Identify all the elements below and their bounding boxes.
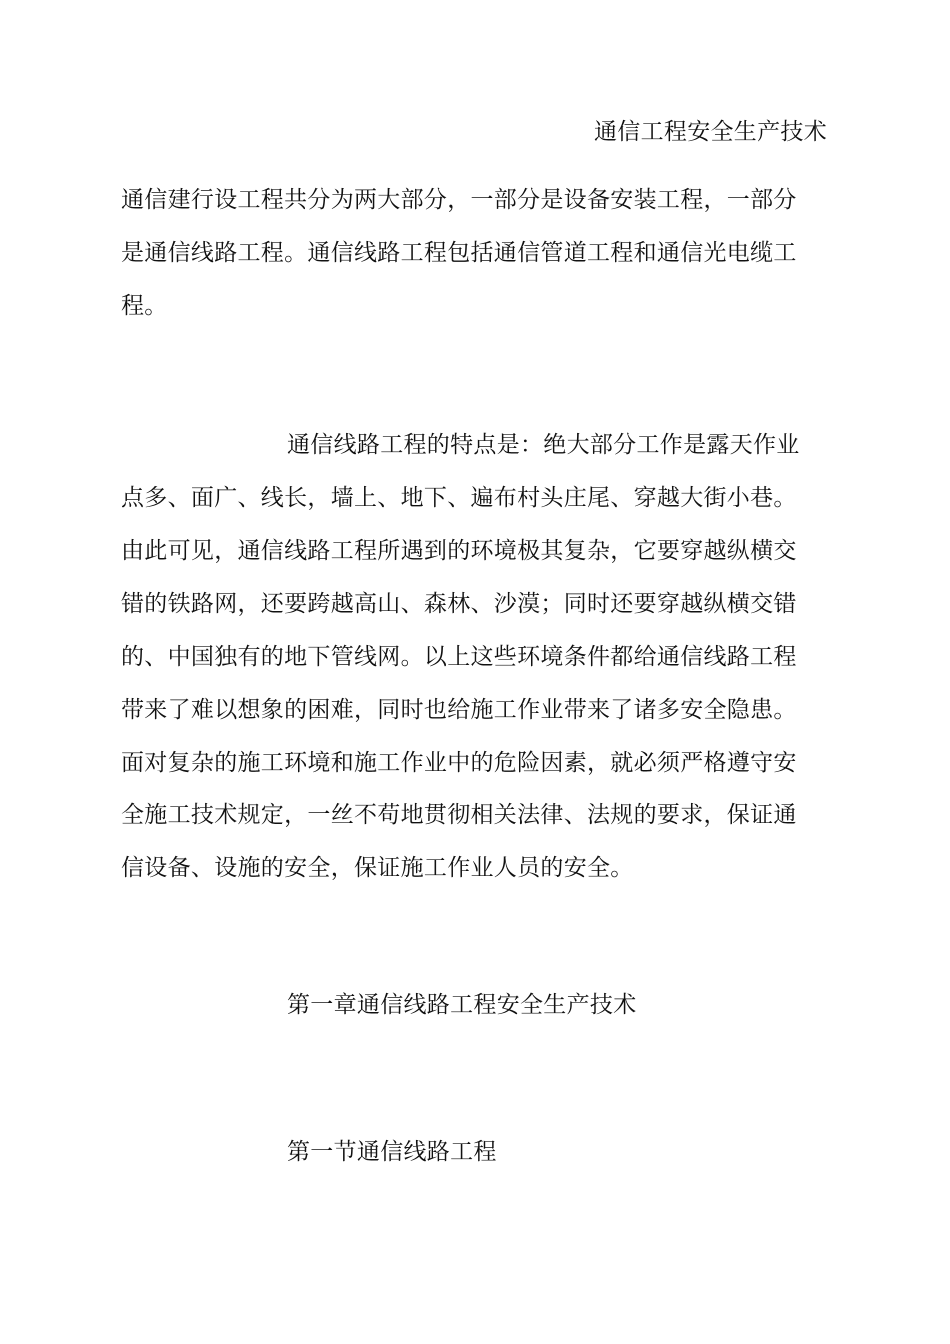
body-paragraph-line: 信设备、设施的安全，保证施工作业人员的安全。 bbox=[121, 855, 634, 881]
intro-paragraph-line: 程。 bbox=[121, 293, 168, 319]
intro-paragraph-line: 通信建行设工程共分为两大部分，一部分是设备安装工程，一部分 bbox=[121, 187, 797, 213]
chapter-heading: 第一章通信线路工程安全生产技术 bbox=[287, 992, 637, 1018]
body-paragraph-line: 由此可见，通信线路工程所遇到的环境极其复杂，它要穿越纵横交 bbox=[121, 538, 797, 564]
section-heading: 第一节通信线路工程 bbox=[287, 1139, 497, 1165]
body-paragraph-line: 点多、面广、线长，墙上、地下、遍布村头庄尾、穿越大街小巷。 bbox=[121, 485, 797, 511]
document-title: 通信工程安全生产技术 bbox=[594, 119, 827, 145]
intro-paragraph-line: 是通信线路工程。通信线路工程包括通信管道工程和通信光电缆工 bbox=[121, 240, 797, 266]
body-paragraph-line: 的、中国独有的地下管线网。以上这些环境条件都给通信线路工程 bbox=[121, 644, 797, 670]
body-paragraph-line: 面对复杂的施工环境和施工作业中的危险因素，就必须严格遵守安 bbox=[121, 750, 797, 776]
body-paragraph-line: 通信线路工程的特点是：绝大部分工作是露天作业 bbox=[287, 432, 800, 458]
body-paragraph-line: 带来了难以想象的困难，同时也给施工作业带来了诸多安全隐患。 bbox=[121, 697, 797, 723]
body-paragraph-line: 全施工技术规定，一丝不苟地贯彻相关法律、法规的要求，保证通 bbox=[121, 802, 797, 828]
body-paragraph-line: 错的铁路网，还要跨越高山、森林、沙漠；同时还要穿越纵横交错 bbox=[121, 591, 797, 617]
